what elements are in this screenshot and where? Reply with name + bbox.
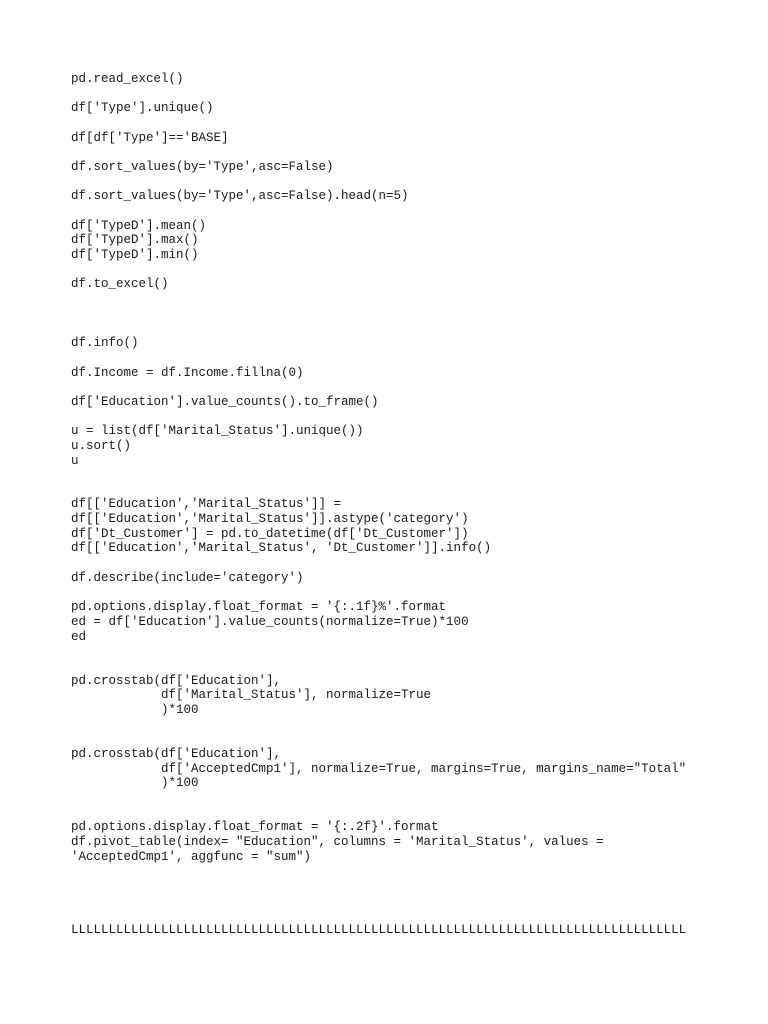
- code-line: df[['Education','Marital_Status']].astype('category'): [71, 512, 469, 526]
- code-line: pd.options.display.float_format = '{:.1f}%'.format: [71, 600, 447, 614]
- code-line: u = list(df['Marital_Status'].unique()): [71, 424, 364, 438]
- code-line: df['TypeD'].mean(): [71, 219, 207, 233]
- code-line: df[['Education','Marital_Status', 'Dt_Customer']].info(): [71, 541, 492, 555]
- code-line: df['Dt_Customer'] = pd.to_datetime(df['Dt_Customer']): [71, 527, 469, 541]
- code-line: df['Marital_Status'], normalize=True: [71, 688, 432, 702]
- code-line: ed = df['Education'].value_counts(normalize=True)*100: [71, 615, 469, 629]
- code-line: df.sort_values(by='Type',asc=False): [71, 160, 334, 174]
- code-line: df[df['Type']=='BASE]: [71, 131, 229, 145]
- code-line: 'AcceptedCmp1', aggfunc = "sum"): [71, 850, 312, 864]
- code-line: df['TypeD'].min(): [71, 248, 199, 262]
- code-line: pd.crosstab(df['Education'],: [71, 674, 282, 688]
- code-line: df.sort_values(by='Type',asc=False).head(n=5): [71, 189, 409, 203]
- code-line: df['TypeD'].max(): [71, 233, 199, 247]
- code-line: u.sort(): [71, 439, 132, 453]
- code-line: pd.read_excel(): [71, 72, 184, 86]
- code-line: df.describe(include='category'): [71, 571, 304, 585]
- code-line: u: [71, 454, 79, 468]
- code-line: df.to_excel(): [71, 277, 169, 291]
- code-line: df['AcceptedCmp1'], normalize=True, margins=True, margins_name="Total": [71, 762, 687, 776]
- code-line: df.pivot_table(index= "Education", columns = 'Marital_Status', values =: [71, 835, 604, 849]
- code-line: pd.options.display.float_format = '{:.2f}'.format: [71, 820, 439, 834]
- code-line: df.Income = df.Income.fillna(0): [71, 366, 304, 380]
- code-line: )*100: [71, 776, 199, 790]
- code-line: df['Education'].value_counts().to_frame(): [71, 395, 379, 409]
- code-line: df['Type'].unique(): [71, 101, 214, 115]
- code-line: pd.crosstab(df['Education'],: [71, 747, 282, 761]
- code-line: ed: [71, 630, 87, 644]
- code-line: df[['Education','Marital_Status']] =: [71, 497, 342, 511]
- code-line: LLLLLLLLLLLLLLLLLLLLLLLLLLLLLLLLLLLLLLLLLLLLLLLLLLLLLLLLLLLLLLLLLLLLLLLLLLLLLLLLLL: [71, 923, 687, 937]
- code-line: )*100: [71, 703, 199, 717]
- code-line: df.info(): [71, 336, 139, 350]
